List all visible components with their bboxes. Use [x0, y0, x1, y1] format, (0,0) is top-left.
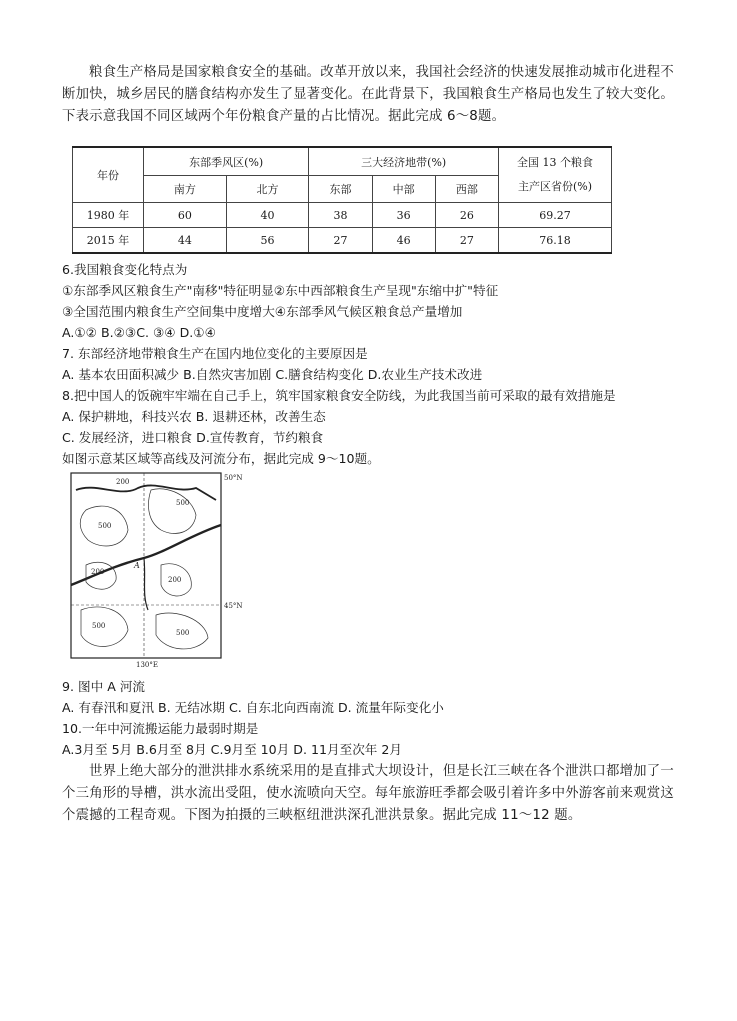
question-6: 6.我国粮食变化特点为: [62, 262, 188, 277]
map-intro: 如图示意某区域等高线及河流分布，据此完成 9～10题。: [62, 451, 380, 466]
table-group-main-provinces: [499, 147, 612, 203]
table-cell: 56: [226, 228, 309, 254]
grain-share-table: [72, 146, 612, 254]
table-sub-header: 西部: [435, 176, 498, 203]
contour-label: 200: [116, 478, 130, 486]
contour-label: 500: [176, 629, 190, 637]
table-sub-header: 南方: [144, 176, 227, 203]
contour-line: [148, 489, 196, 534]
contour-label: 500: [176, 499, 190, 507]
outro-paragraph: 世界上绝大部分的泄洪排水系统采用的是直排式大坝设计，但是长江三峡在各个泄洪口都增加了一个三角形的导槽，洪水流出受阻，使水流喷向天空。每年旅游旺季都会吸引着许多中外游客前来观赏这个震撼的工程奇观。下图为拍摄的三峡枢纽泄洪深孔泄洪景象。据此完成 11～12 题。: [62, 764, 674, 823]
contour-label: 200: [168, 576, 182, 584]
table-year-header: 年份: [73, 147, 144, 203]
question-8-choices-2: C. 发展经济，进口粮食 D.宣传教育，节约粮食: [62, 430, 324, 445]
contour-label: 200: [91, 568, 105, 576]
table-cell: 26: [435, 203, 498, 228]
question-9-choices: A. 有春汛和夏汛 B. 无结冰期 C. 自东北向西南流 D. 流量年际变化小: [62, 700, 444, 715]
question-10-choices: A.3月至 5月 B.6月至 8月 C.9月至 10月 D. 11月至次年 2月: [62, 742, 403, 757]
table-cell: 38: [309, 203, 372, 228]
river-label: A: [134, 561, 140, 570]
tributary: [144, 558, 148, 610]
river-a: [71, 525, 221, 585]
latitude-label-top: 50°N: [224, 474, 243, 482]
question-7: 7. 东部经济地带粮食生产在国内地位变化的主要原因是: [62, 346, 368, 361]
contour-label: 500: [98, 522, 112, 530]
contour-river-map: [66, 470, 256, 670]
question-6-choices: A.①② B.②③C. ③④ D.①④: [62, 325, 216, 340]
table-cell-year: 2015 年: [73, 228, 144, 254]
table-cell: 76.18: [499, 228, 612, 254]
table-group-monsoon: 东部季风区(%): [144, 147, 309, 176]
table-sub-header: 东部: [309, 176, 372, 203]
table-group-economic: 三大经济地带(%): [309, 147, 499, 176]
table-cell: 44: [144, 228, 227, 254]
table-cell: 27: [435, 228, 498, 254]
table-cell: 46: [372, 228, 435, 254]
question-6-option-line1: ①东部季风区粮食生产"南移"特征明显②东中西部粮食生产呈现"东缩中扩"特征: [62, 283, 499, 298]
table-cell-year: 1980 年: [73, 203, 144, 228]
question-9: 9. 图中 A 河流: [62, 679, 146, 694]
intro-paragraph: 粮食生产格局是国家粮食安全的基础。改革开放以来，我国社会经济的快速发展推动城市化进程不断加快，城乡居民的膳食结构亦发生了显著变化。在此背景下，我国粮食生产格局也发生了较大变化。下表示意我国不同区域两个年份粮食产量的占比情况。据此完成 6～8题。: [62, 65, 674, 124]
table-cell: 36: [372, 203, 435, 228]
table-cell: 60: [144, 203, 227, 228]
table-group3-line2: 主产区省份(%): [517, 180, 593, 193]
river-upper: [76, 485, 216, 500]
table-group3-line1: 全国 13 个粮食: [517, 156, 593, 169]
table-sub-header: 北方: [226, 176, 309, 203]
latitude-label-mid: 45°N: [224, 602, 243, 610]
table-row: [73, 228, 612, 254]
longitude-label: 130°E: [136, 661, 158, 669]
map-frame: [71, 473, 221, 658]
table-cell: 40: [226, 203, 309, 228]
table-row: [73, 203, 612, 228]
table-sub-header: 中部: [372, 176, 435, 203]
question-8-choices-1: A. 保护耕地，科技兴农 B. 退耕还林，改善生态: [62, 409, 326, 424]
question-7-choices: A. 基本农田面积减少 B.自然灾害加剧 C.膳食结构变化 D.农业生产技术改进: [62, 367, 483, 382]
contour-label: 500: [92, 622, 106, 630]
table-cell: 69.27: [499, 203, 612, 228]
question-6-option-line2: ③全国范围内粮食生产空间集中度增大④东部季风气候区粮食总产量增加: [62, 304, 463, 319]
table-cell: 27: [309, 228, 372, 254]
question-8: 8.把中国人的饭碗牢牢端在自己手上，筑牢国家粮食安全防线，为此我国当前可采取的最有效措施是: [62, 388, 616, 403]
question-10: 10.一年中河流搬运能力最弱时期是: [62, 721, 259, 736]
